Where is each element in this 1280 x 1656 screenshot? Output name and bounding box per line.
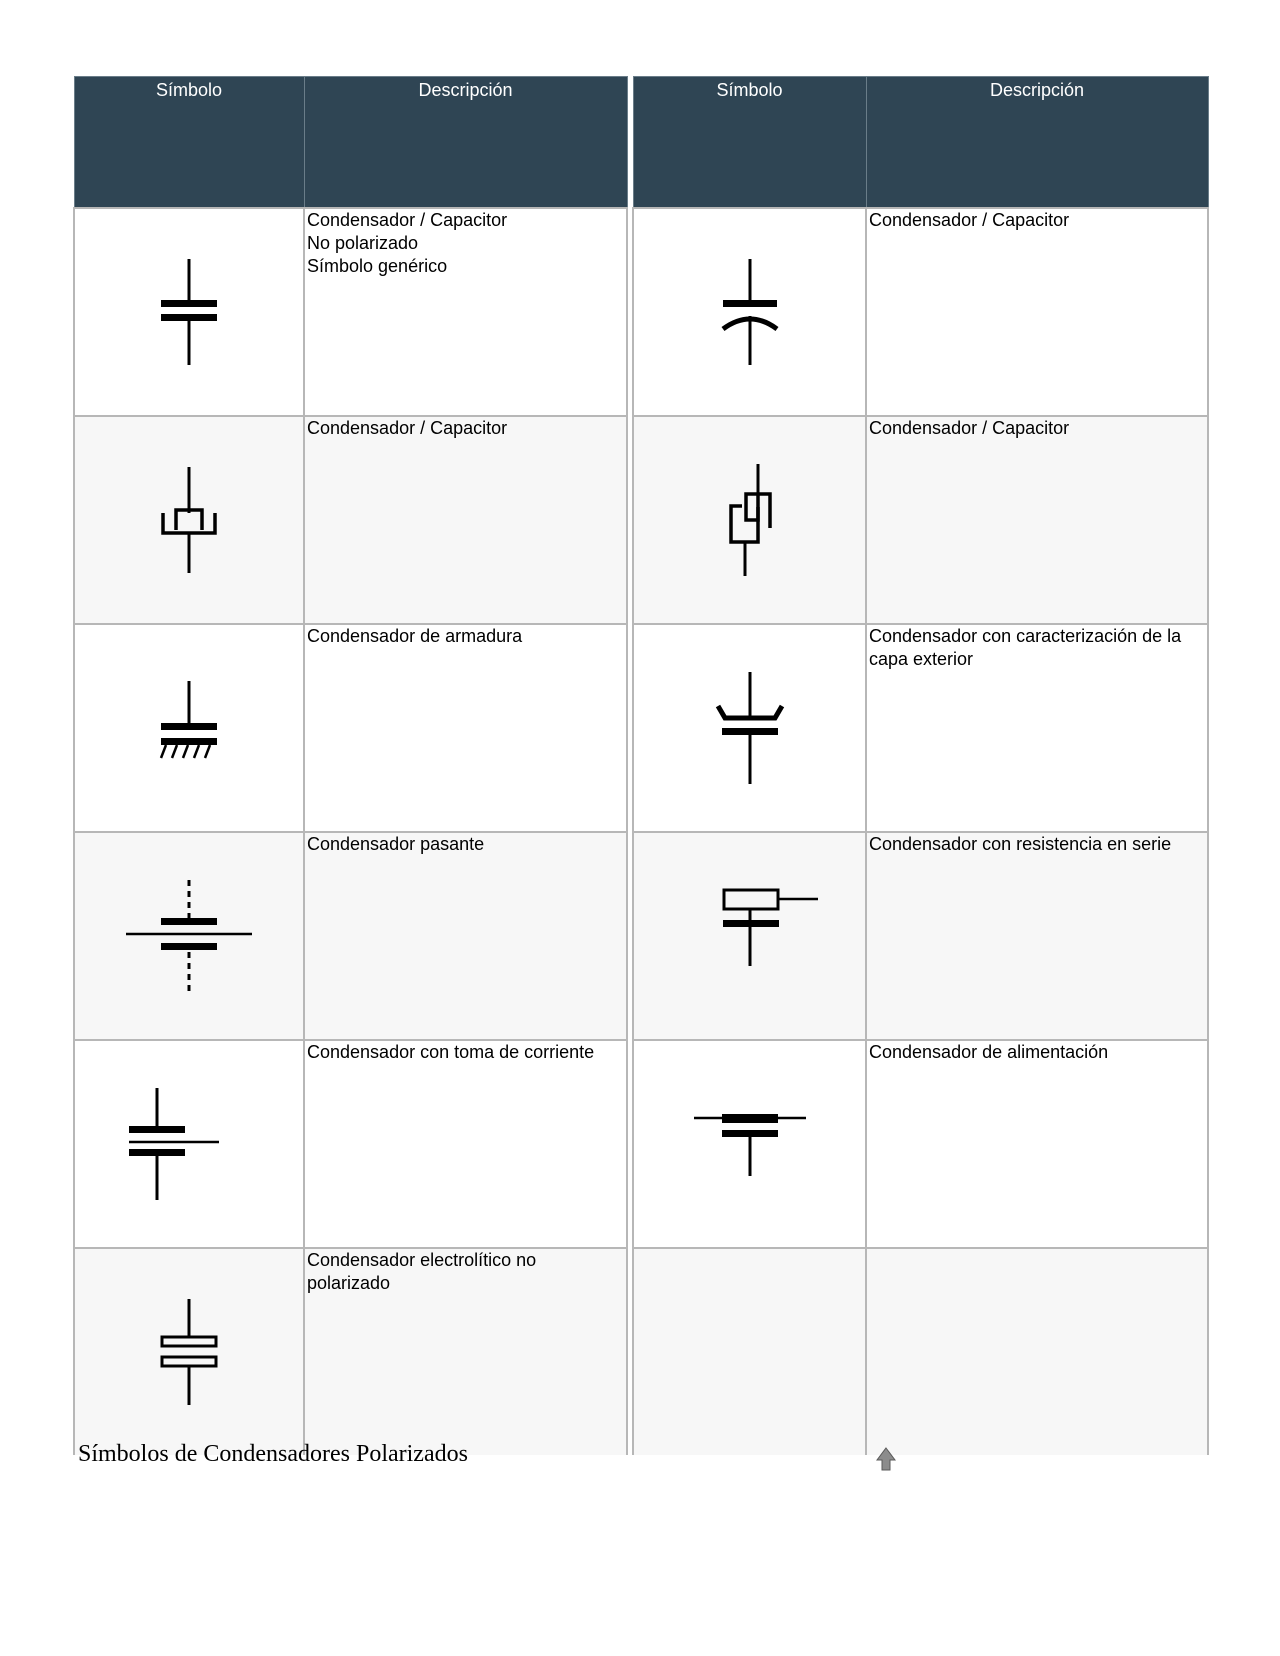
description-text: Condensador / Capacitor	[307, 418, 508, 438]
armature-capacitor-icon	[154, 673, 224, 783]
description-text: Condensador con caracterización de la capa exterior	[869, 626, 1182, 669]
description-text: Condensador pasante	[307, 834, 485, 854]
description-cell	[304, 1248, 627, 1455]
table-row	[74, 1248, 627, 1455]
interlocking-capacitor-icon	[154, 465, 224, 575]
hooked-plate-capacitor-icon	[715, 462, 785, 578]
non-polarized-electrolytic-capacitor-icon	[154, 1297, 224, 1407]
header-row	[633, 77, 1208, 209]
table-row	[74, 1040, 627, 1248]
symbol-cell	[74, 624, 304, 832]
description-text: Condensador / Capacitor	[307, 210, 508, 230]
description-cell	[866, 1248, 1208, 1455]
tapped-capacitor-icon	[99, 1086, 279, 1202]
description-text: Condensador de armadura	[307, 626, 523, 646]
description-cell	[304, 1040, 627, 1248]
symbol-cell	[633, 832, 866, 1040]
symbol-cell	[74, 416, 304, 624]
table-row	[633, 416, 1208, 624]
description-cell	[866, 208, 1208, 416]
section-caption: Símbolos de Condensadores Polarizados	[78, 1441, 468, 1467]
table-row	[633, 208, 1208, 416]
description-text: Condensador de alimentación	[869, 1042, 1109, 1062]
symbol-tables	[73, 76, 1207, 1445]
description-text: Condensador / Capacitor	[869, 418, 1070, 438]
header-description: Descripción	[866, 77, 1208, 209]
table-row	[633, 624, 1208, 832]
supply-capacitor-icon	[690, 1104, 810, 1184]
symbol-cell	[74, 832, 304, 1040]
symbol-cell	[74, 1040, 304, 1248]
description-cell	[866, 1040, 1208, 1248]
description-text: Condensador electrolítico no polarizado	[307, 1250, 537, 1293]
symbol-table-left	[73, 76, 628, 1455]
description-cell	[304, 832, 627, 1040]
curved-plate-capacitor-icon	[715, 257, 785, 367]
arrow-up-icon[interactable]	[873, 1446, 899, 1477]
table-row	[74, 832, 627, 1040]
table-row	[74, 624, 627, 832]
table-row	[74, 416, 627, 624]
header-symbol: Símbolo	[633, 77, 866, 209]
symbol-cell	[74, 1248, 304, 1455]
symbol-cell	[74, 208, 304, 416]
non-polarized-capacitor-icon	[154, 257, 224, 367]
symbol-cell	[633, 416, 866, 624]
header-description: Descripción	[304, 77, 627, 209]
series-resistor-capacitor-icon	[660, 886, 840, 986]
description-text: Símbolo genérico	[307, 256, 448, 276]
symbol-cell	[633, 1248, 866, 1455]
table-row	[633, 1248, 1208, 1455]
table-row	[74, 208, 627, 416]
header-row	[74, 77, 627, 209]
symbol-cell	[633, 624, 866, 832]
header-symbol: Símbolo	[74, 77, 304, 209]
description-text: Condensador con toma de corriente	[307, 1042, 595, 1062]
symbol-cell	[633, 1040, 866, 1248]
table-row	[633, 1040, 1208, 1248]
description-cell	[866, 624, 1208, 832]
description-cell	[304, 624, 627, 832]
table-row	[633, 832, 1208, 1040]
outer-layer-capacitor-icon	[710, 670, 790, 786]
description-text: No polarizado	[307, 233, 419, 253]
description-text: Condensador con resistencia en serie	[869, 834, 1172, 854]
symbol-table-right	[632, 76, 1209, 1455]
description-cell	[304, 208, 627, 416]
feedthrough-capacitor-icon	[124, 878, 254, 994]
description-cell	[304, 416, 627, 624]
description-cell	[866, 416, 1208, 624]
description-text: Condensador / Capacitor	[869, 210, 1070, 230]
symbol-cell	[633, 208, 866, 416]
description-cell	[866, 832, 1208, 1040]
